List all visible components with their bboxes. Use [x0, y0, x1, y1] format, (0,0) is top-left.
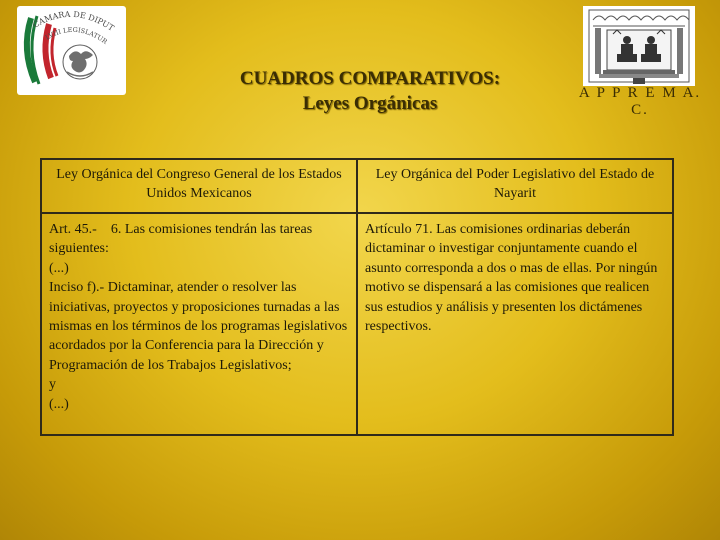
- federal-law-cell: [41, 213, 357, 435]
- svg-text:LVIII LEGISLATURA: LVIII LEGISLATUR: [43, 25, 109, 46]
- federal-law-paragraph: (...): [49, 396, 69, 412]
- svg-text:CAMARA DE DIPUTADOS: CAMARA DE DIPUT: [31, 9, 116, 33]
- federal-law-paragraph: Inciso f).- Dictaminar, atender o resolver las iniciativas, proyectos y proposiciones turnadas a las mismas en los términos de los programas legislativos acordados por la Conferencia para la Dirección y Programación de los Trabajos Legislativos;: [49, 280, 348, 373]
- title-line-2: Leyes Orgánicas: [302, 93, 438, 114]
- mexican-eagle-emblem-icon: [17, 6, 126, 95]
- federal-law-paragraph: Art. 45.- 6. Las comisiones tendrán las tareas siguientes:: [49, 222, 316, 257]
- federal-law-paragraph: y: [49, 377, 56, 393]
- comparison-table: [40, 158, 674, 436]
- title-line-1: CUADROS COMPARATIVOS:: [239, 68, 501, 89]
- nayarit-law-cell: [357, 213, 673, 435]
- federal-law-paragraph: (...): [49, 260, 69, 276]
- temple-figures-emblem-icon: [583, 6, 695, 86]
- column-header-nayarit-law: Ley Orgánica del Poder Legislativo del Estado de Nayarit: [357, 159, 673, 213]
- table-header-row: [41, 159, 673, 213]
- org-name: A P P R E M A. C.: [578, 85, 702, 118]
- page-title: [160, 66, 580, 116]
- camara-diputados-logo: [17, 6, 126, 95]
- apprem-logo: [583, 6, 695, 86]
- table-row: [41, 213, 673, 435]
- nayarit-law-paragraph: Artículo 71. Las comisiones ordinarias deberán dictaminar o investigar conjuntamente cuando el asunto corresponda a dos o mas de ellas. Por ningún motivo se dispensará a las comisiones que realicen sus estudios y análisis y presenten los dictámenes respectivos.: [365, 222, 658, 335]
- column-header-federal-law: Ley Orgánica del Congreso General de los Estados Unidos Mexicanos: [41, 159, 357, 213]
